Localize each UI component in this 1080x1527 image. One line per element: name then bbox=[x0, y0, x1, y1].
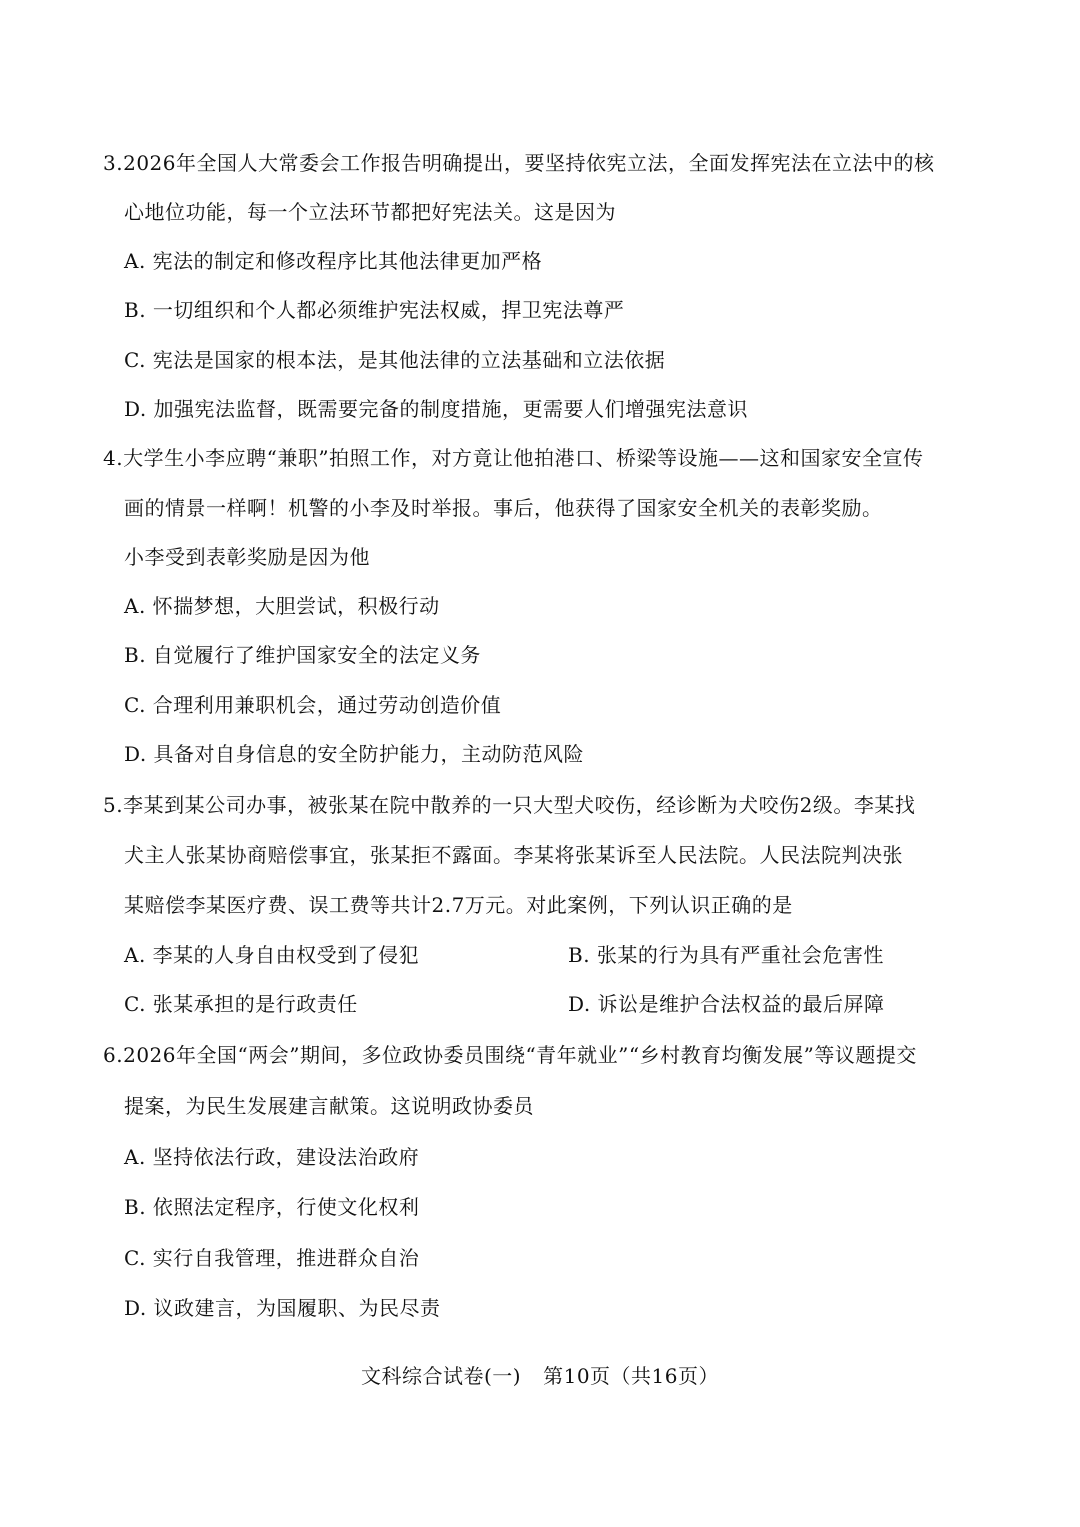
question-4-stem-line-3: 小李受到表彰奖励是因为他 bbox=[124, 545, 370, 569]
question-5-stem-line-1: 5.李某到某公司办事，被张某在院中散养的一只大型犬咬伤，经诊断为犬咬伤2级。李某找 bbox=[103, 793, 916, 817]
question-6-option-b: B. 依照法定程序，行使文化权利 bbox=[124, 1195, 420, 1219]
question-3-stem-line-2: 心地位功能，每一个立法环节都把好宪法关。这是因为 bbox=[124, 200, 616, 224]
question-3-stem-line-1: 3.2026年全国人大常委会工作报告明确提出，要坚持依宪立法，全面发挥宪法在立法中的核 bbox=[103, 151, 935, 175]
question-5-option-b: B. 张某的行为具有严重社会危害性 bbox=[568, 943, 884, 967]
question-number: 3. bbox=[103, 151, 124, 175]
question-5-stem-line-2: 犬主人张某协商赔偿事宜，张某拒不露面。李某将张某诉至人民法院。人民法院判决张 bbox=[124, 843, 903, 867]
question-5-option-a: A. 李某的人身自由权受到了侵犯 bbox=[124, 943, 420, 967]
question-4-option-c: C. 合理利用兼职机会，通过劳动创造价值 bbox=[124, 693, 502, 717]
question-4-stem-line-1: 4.大学生小李应聘“兼职”拍照工作，对方竟让他拍港口、桥梁等设施——这和国家安全宣传 bbox=[103, 446, 924, 470]
page-number: 第10页（共16页） bbox=[543, 1364, 719, 1388]
question-4-option-b: B. 自觉履行了维护国家安全的法定义务 bbox=[124, 643, 481, 667]
question-6-stem-line-2: 提案，为民生发展建言献策。这说明政协委员 bbox=[124, 1094, 534, 1118]
question-3-option-c: C. 宪法是国家的根本法，是其他法律的立法基础和立法依据 bbox=[124, 348, 666, 372]
question-number: 4. bbox=[103, 446, 124, 470]
question-6-stem-line-1: 6.2026年全国“两会”期间，多位政协委员围绕“青年就业”“乡村教育均衡发展”等议题提交 bbox=[103, 1043, 917, 1067]
question-6-option-c: C. 实行自我管理，推进群众自治 bbox=[124, 1246, 420, 1270]
question-5-stem-line-3: 某赔偿李某医疗费、误工费等共计2.7万元。对此案例，下列认识正确的是 bbox=[124, 893, 793, 917]
question-4-option-d: D. 具备对自身信息的安全防护能力，主动防范风险 bbox=[124, 742, 585, 766]
question-4-stem-line-2: 画的情景一样啊！机警的小李及时举报。事后，他获得了国家安全机关的表彰奖励。 bbox=[124, 496, 883, 520]
question-3-option-d: D. 加强宪法监督，既需要完备的制度措施，更需要人们增强宪法意识 bbox=[124, 397, 749, 421]
question-6-option-a: A. 坚持依法行政，建设法治政府 bbox=[124, 1145, 420, 1169]
question-number: 5. bbox=[103, 793, 124, 817]
question-3-option-a: A. 宪法的制定和修改程序比其他法律更加严格 bbox=[124, 249, 543, 273]
question-number: 6. bbox=[103, 1043, 124, 1067]
question-3-option-b: B. 一切组织和个人都必须维护宪法权威，捍卫宪法尊严 bbox=[124, 298, 625, 322]
question-6-option-d: D. 议政建言，为国履职、为民尽责 bbox=[124, 1296, 441, 1320]
question-5-option-c: C. 张某承担的是行政责任 bbox=[124, 992, 358, 1016]
question-4-option-a: A. 怀揣梦想，大胆尝试，积极行动 bbox=[124, 594, 440, 618]
question-5-option-d: D. 诉讼是维护合法权益的最后屏障 bbox=[568, 992, 885, 1016]
paper-title: 文科综合试卷(一) bbox=[360, 1364, 522, 1388]
page-footer bbox=[0, 1364, 1080, 1388]
